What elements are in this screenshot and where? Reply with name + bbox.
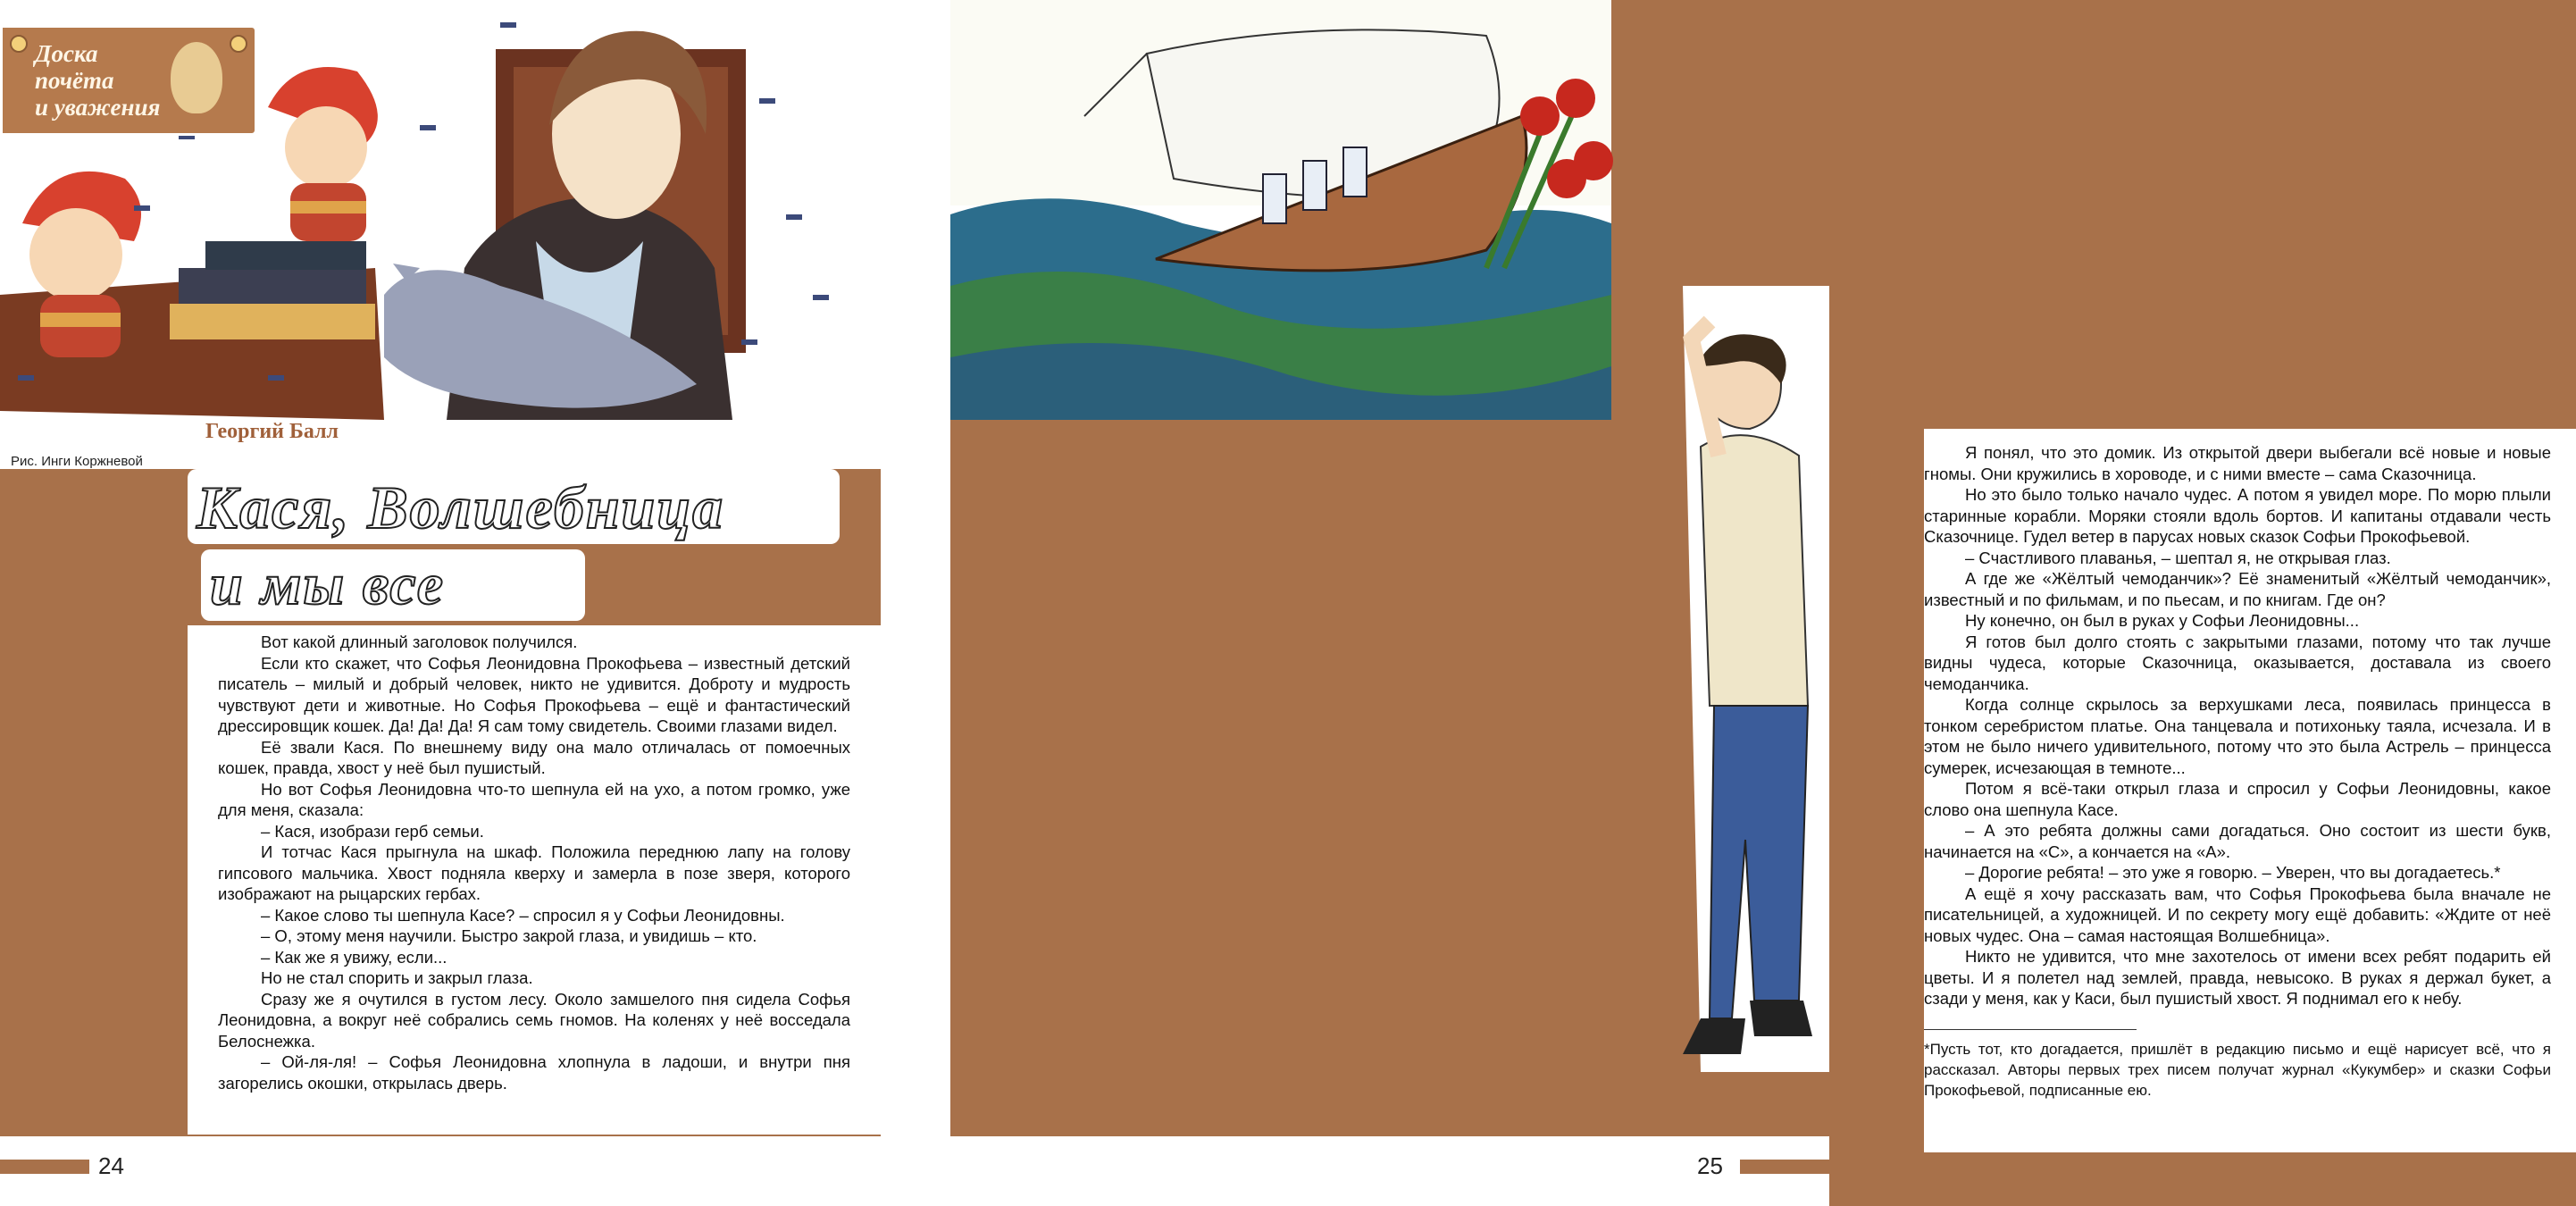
paragraph: – Дорогие ребята! – это уже я говорю. – Уверен, что вы догадаетесь.* — [1965, 863, 2501, 882]
left-column-text — [188, 625, 881, 1135]
footnote-divider — [1924, 1029, 2137, 1030]
badge-label: Доска почёта и уважения — [35, 40, 161, 121]
paragraph: – А это ребята должны сами догадаться. Оно состоит из шести букв, начинается на «С», а кончается на «А». — [1924, 821, 2551, 861]
paragraph: Я готов был долго стоять с закрытыми глазами, потому что так лучше видны чудеса, которые Сказочница, оказывается, доставала из своего чемоданчика. — [1924, 632, 2551, 693]
paragraph: Я понял, что это домик. Из открытой двери выбегали всё новые и новые гномы. Они кружились в хороводе, и с ними вместе – сама Сказочница. — [1924, 443, 2551, 483]
paragraph: Но это было только начало чудес. А потом я увидел море. По морю плыли старинные корабли. Моряки стояли вдоль бортов. И капитаны отдавали честь Сказочнице. Гудел ветер в парусах новых сказок Софьи Прокофьевой. — [1924, 485, 2551, 546]
paragraph: – Какое слово ты шепнула Касе? – спросил я у Софьи Леонидовны. — [261, 905, 785, 925]
paragraph: А где же «Жёлтый чемоданчик»? Её знаменитый «Жёлтый чемоданчик», известный и по фильмам, и по пьесам, и по книгам. Где он? — [1924, 569, 2551, 609]
page-number-left: 24 — [98, 1152, 124, 1179]
honor-board-badge — [0, 25, 257, 136]
paragraph: – Как же я увижу, если... — [261, 947, 447, 967]
illustration-boy-with-flowers — [1647, 286, 1829, 1072]
paragraph: И тотчас Кася прыгнула на шкаф. Положила переднюю лапу на голову гипсового мальчика. Хвост подняла кверху и замерла в позе зверя, которого изображают на рыцарских гербах. — [218, 842, 850, 903]
left-page — [0, 0, 881, 1206]
illustration-sea-and-ship — [950, 0, 1611, 420]
paragraph: Вот какой длинный заголовок получился. — [261, 632, 578, 651]
paragraph: Но вот Софья Леонидовна что-то шепнула ей на ухо, а потом громко, уже для меня, сказала: — [218, 779, 850, 819]
right-page — [950, 0, 2551, 1206]
paragraph: Если кто скажет, что Софья Леонидовна Прокофьева – известный детский писатель – милый и добрый человек, никто не удивится. Доброту и мудрость чувствуют дети и животные. Но Софья Прокофьева – ещё и фантастический дрессировщик кошек. Да! Да! Да! Я сам тому свидетель. Своими глазами видел. — [218, 653, 850, 735]
paragraph: – Счастливого плаванья, – шептал я, не открывая глаз. — [1965, 548, 2391, 567]
paragraph: Потом я всё-таки открыл глаза и спросил у Софьи Леонидовны, какое слово она шепнула Касе. — [1924, 779, 2551, 819]
footer-area-left — [0, 1136, 881, 1206]
article-title — [188, 469, 849, 621]
paragraph: – Кася, изобрази герб семьи. — [261, 821, 484, 841]
paragraph: Когда солнце скрылось за верхушками леса, появилась принцесса в тонком серебристом платье. Она танцевала и потихоньку таяла, исчезала. И в этом не было ничего удивительного, потому что это была Астрель – принцесса сумерек, исчезающая в темноте... — [1924, 695, 2551, 777]
paragraph: Сразу же я очутился в густом лесу. Около замшелого пня сидела Софья Леонидовна, а вокруг неё собрались семь гномов. На коленях у неё восседала Белоснежка. — [218, 989, 850, 1051]
pin-icon — [10, 35, 28, 53]
paragraph: – О, этому меня научили. Быстро закрой глаза, и увидишь – кто. — [261, 926, 757, 945]
title-line-2: и мы все — [210, 552, 446, 617]
illustration-credit: Рис. Инги Коржневой — [11, 454, 143, 469]
author-name: Георгий Балл — [205, 420, 339, 443]
pin-icon — [230, 35, 247, 53]
page-number-bar — [0, 1160, 89, 1174]
page-number-right: 25 — [1697, 1152, 1723, 1179]
title-line-1: Кася, Волшебница — [197, 473, 725, 541]
right-column-text — [1924, 429, 2576, 1152]
page-gutter — [881, 0, 950, 1206]
page-number-bar — [1740, 1160, 1829, 1174]
paragraph: Никто не удивится, что мне захотелось от имени всех ребят подарить ей цветы. И я полетел над землей, правда, невысоко. В руках я держал букет, а сзади у меня, как у Каси, был пушистый хвост. Я поднимал его к небу. — [1924, 947, 2551, 1008]
paragraph: Её звали Кася. По внешнему виду она мало отличалась от помоечных кошек, правда, хвост у неё был пушистый. — [218, 737, 850, 777]
paragraph: Ну конечно, он был в руках у Софьи Леонидовны... — [1965, 611, 2360, 630]
paragraph: – Ой-ля-ля! – Софья Леонидовна хлопнула в ладоши, и внутри пня загорелись окошки, открылась дверь. — [218, 1052, 850, 1093]
paragraph: Но не стал спорить и закрыл глаза. — [261, 968, 533, 987]
footnote: *Пусть тот, кто догадается, пришлёт в редакцию письмо и ещё нарисует всё, что я рассказал. Авторы первых трех писем получат журнал «Кукумбер» и сказки Софьи Прокофьевой, подписанные ею. — [1924, 1040, 2551, 1099]
paragraph: А ещё я хочу рассказать вам, что Софья Прокофьева была вначале не писательницей, а художницей. И по секрету могу ещё добавить: «Ждите от неё новых чудес. Она – самая настоящая Волшебница». — [1924, 884, 2551, 945]
